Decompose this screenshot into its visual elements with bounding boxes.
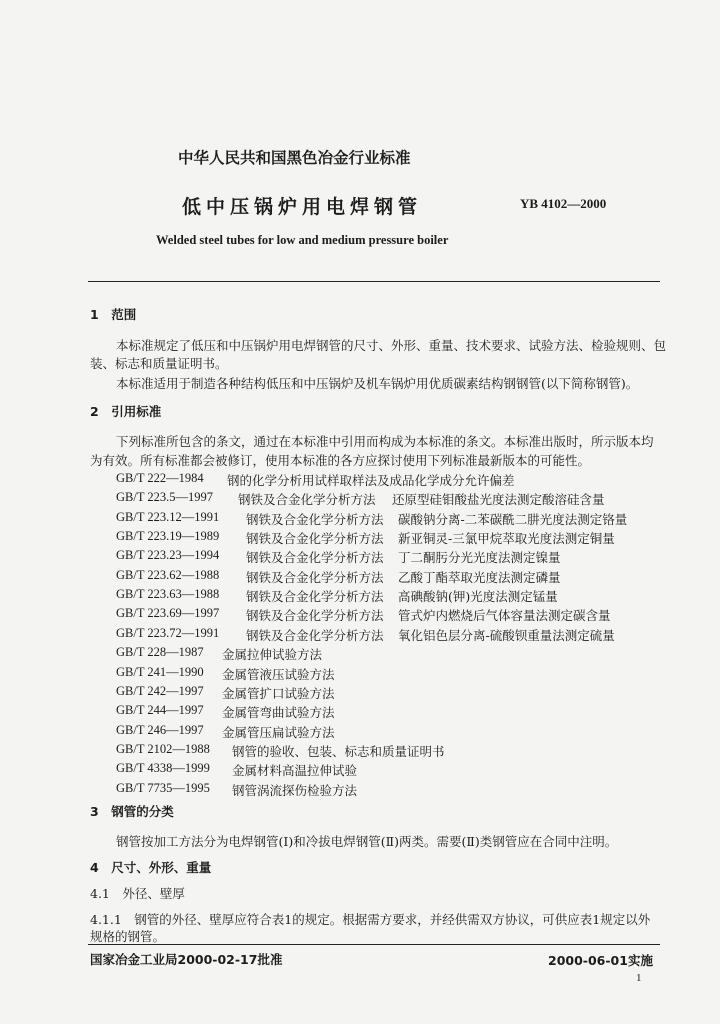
reference-title: 金属管液压试验方法 xyxy=(222,667,335,682)
approval-text: 国家冶金工业局2000-02-17批准 xyxy=(90,952,283,967)
section-2-heading: 2 引用标准 xyxy=(90,404,162,419)
reference-method: 新亚铜灵-三氯甲烷萃取光度法测定铜量 xyxy=(398,531,615,546)
reference-method: 高碘酸钠(钾)光度法测定锰量 xyxy=(398,589,558,604)
reference-method: 还原型硅钼酸盐光度法测定酸溶硅含量 xyxy=(392,492,605,507)
reference-code: GB/T 228—1987 xyxy=(116,645,204,659)
reference-title: 钢管的验收、包装、标志和质量证明书 xyxy=(232,744,445,759)
reference-code: GB/T 7735—1995 xyxy=(116,781,210,795)
reference-title: 金属管弯曲试验方法 xyxy=(222,705,335,720)
reference-title: 钢铁及合金化学分析方法 xyxy=(246,550,384,565)
section-2-p1-line2: 为有效。所有标准都会被修订，使用本标准的各方应探讨使用下列标准最新版本的可能性。 xyxy=(90,453,591,468)
reference-title: 金属管压扁试验方法 xyxy=(222,725,335,740)
reference-title: 钢铁及合金化学分析方法 xyxy=(238,492,376,507)
reference-code: GB/T 241—1990 xyxy=(116,665,204,679)
reference-code: GB/T 222—1984 xyxy=(116,471,204,485)
section-4-1-1-line2: 规格的钢管。 xyxy=(90,929,166,944)
doc-title-en: Welded steel tubes for low and medium pressure boiler xyxy=(156,233,449,247)
section-4-1-1-line1: 4.1.1 钢管的外径、壁厚应符合表1的规定。根据需方要求，并经供需双方协议，可供应表1规定以外 xyxy=(90,912,651,927)
standard-code: YB 4102—2000 xyxy=(520,196,607,211)
reference-code: GB/T 223.5—1997 xyxy=(116,490,213,504)
section-1-p1-line2: 装、标志和质量证明书。 xyxy=(90,356,228,371)
reference-code: GB/T 223.12—1991 xyxy=(116,510,220,524)
reference-code: GB/T 4338—1999 xyxy=(116,761,210,775)
section-1-p2: 本标准适用于制造各种结构低压和中压锅炉及机车锅炉用优质碳素结构钢钢管(以下简称钢管)。 xyxy=(116,376,639,391)
reference-code: GB/T 223.69—1997 xyxy=(116,606,220,620)
footer-rule xyxy=(88,944,660,945)
reference-method: 氧化铝色层分离-硫酸钡重量法测定硫量 xyxy=(398,628,615,643)
reference-code: GB/T 223.72—1991 xyxy=(116,626,220,640)
header-rule xyxy=(88,281,660,282)
section-3-heading: 3 钢管的分类 xyxy=(90,804,174,819)
reference-title: 金属管扩口试验方法 xyxy=(222,686,335,701)
reference-title: 钢的化学分析用试样取样法及成品化学成分允许偏差 xyxy=(227,473,515,488)
reference-title: 钢铁及合金化学分析方法 xyxy=(246,608,384,623)
section-3-p1: 钢管按加工方法分为电焊钢管(Ⅰ)和冷拔电焊钢管(Ⅱ)两类。需要(Ⅱ)类钢管应在合同中注明。 xyxy=(116,834,618,849)
reference-method: 管式炉内燃烧后气体容量法测定碳含量 xyxy=(398,608,611,623)
reference-title: 钢管涡流探伤检验方法 xyxy=(232,783,358,798)
section-1-heading: 1 范围 xyxy=(90,307,137,322)
reference-code: GB/T 242—1997 xyxy=(116,684,204,698)
section-4-heading: 4 尺寸、外形、重量 xyxy=(90,860,212,875)
reference-title: 钢铁及合金化学分析方法 xyxy=(246,512,384,527)
reference-method: 碳酸钠分离-二苯碳酰二肼光度法测定铬量 xyxy=(398,512,628,527)
reference-title: 金属材料高温拉伸试验 xyxy=(232,763,358,778)
page-number: 1 xyxy=(636,972,642,984)
reference-code: GB/T 246—1997 xyxy=(116,723,204,737)
section-4-1-heading: 4.1 外径、壁厚 xyxy=(90,886,185,901)
reference-code: GB/T 223.23—1994 xyxy=(116,548,220,562)
reference-title: 钢铁及合金化学分析方法 xyxy=(246,570,384,585)
reference-code: GB/T 244—1997 xyxy=(116,703,204,717)
section-1-p1-line1: 本标准规定了低压和中压锅炉用电焊钢管的尺寸、外形、重量、技术要求、试验方法、检验规则、包 xyxy=(116,338,667,353)
org-title: 中华人民共和国黑色冶金行业标准 xyxy=(178,149,411,167)
reference-code: GB/T 2102—1988 xyxy=(116,742,210,756)
effective-date: 2000-06-01实施 xyxy=(548,953,653,968)
section-2-p1-line1: 下列标准所包含的条文，通过在本标准中引用而构成为本标准的条文。本标准出版时，所示版本均 xyxy=(116,434,654,449)
reference-code: GB/T 223.19—1989 xyxy=(116,529,220,543)
reference-method: 丁二酮肟分光光度法测定镍量 xyxy=(398,550,561,565)
reference-title: 钢铁及合金化学分析方法 xyxy=(246,628,384,643)
doc-title-cn: 低中压锅炉用电焊钢管 xyxy=(182,196,423,218)
reference-title: 钢铁及合金化学分析方法 xyxy=(246,531,384,546)
reference-method: 乙酸丁酯萃取光度法测定磷量 xyxy=(398,570,561,585)
reference-title: 金属拉伸试验方法 xyxy=(222,647,323,662)
reference-code: GB/T 223.63—1988 xyxy=(116,587,220,601)
reference-title: 钢铁及合金化学分析方法 xyxy=(246,589,384,604)
reference-code: GB/T 223.62—1988 xyxy=(116,568,220,582)
